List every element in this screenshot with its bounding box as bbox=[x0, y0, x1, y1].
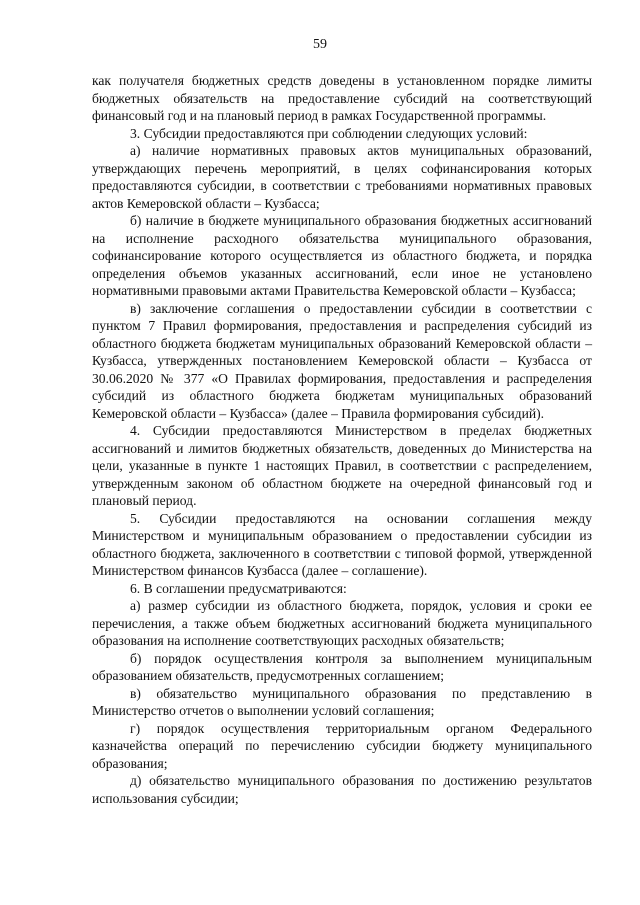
paragraph-clause-6b: б) порядок осуществления контроля за выполнением муниципальным образованием обязательств, предусмотренных соглашением; bbox=[92, 650, 592, 683]
paragraph-clause-3b: б) наличие в бюджете муниципального образования бюджетных ассигнований на исполнение расходного обязательства муниципального образования, софинансирование которого осуществляется из областного бюджета, и порядка определения объемов указанных ассигнований, если иное не установлено нормативными правовыми актами Правительства Кемеровской области – Кузбасса; bbox=[92, 213, 592, 298]
paragraph-clause-6d: д) обязательство муниципального образования по достижению результатов использования субсидии; bbox=[92, 773, 592, 806]
paragraph-continuation: как получателя бюджетных средств доведены в установленном порядке лимиты бюджетных обязательств на предоставление субсидий на соответствующий финансовый год и на плановый период в рамках Государственной программы. bbox=[92, 73, 592, 123]
paragraph-clause-6v: в) обязательство муниципального образования по представлению в Министерство отчетов о выполнении условий соглашения; bbox=[92, 685, 592, 718]
paragraph-clause-6: 6. В соглашении предусматриваются: bbox=[130, 580, 347, 596]
paragraph-clause-3v: в) заключение соглашения о предоставлении субсидии в соответствии с пунктом 7 Правил формирования, предоставления и распределения субсидий из областного бюджета бюджетам муниципальных образований Кемеровской области – Кузбасса, утвержденных постановлением Кемеровской области – Кузбасса от 30.06.2020 № 377 «О Правилах формирования, предоставления и распределения субсидий из областного бюджета бюджетам муниципальных образований Кемеровской области – Кузбасса» (далее – Правила формирования субсидий). bbox=[92, 300, 592, 421]
paragraph-clause-6a: а) размер субсидии из областного бюджета, порядок, условия и сроки ее перечисления, а также объем бюджетных ассигнований бюджета муниципального образования на исполнение соответствующих расходных обязательств; bbox=[92, 598, 592, 648]
document-body bbox=[92, 72, 592, 807]
paragraph-clause-3: 3. Субсидии предоставляются при соблюдении следующих условий: bbox=[130, 125, 528, 141]
paragraph-clause-4: 4. Субсидии предоставляются Министерством в пределах бюджетных ассигнований и лимитов бюджетных обязательств, доведенных до Министерства на цели, указанные в пункте 1 настоящих Правил, в соответствии с распределением, утвержденным законом об областном бюджете на очередной финансовый год и плановый период. bbox=[92, 423, 592, 508]
paragraph-clause-6g: г) порядок осуществления территориальным органом Федерального казначейства операций по перечислению субсидии бюджету муниципального образования; bbox=[92, 720, 592, 771]
paragraph-clause-5: 5. Субсидии предоставляются на основании соглашения между Министерством и муниципальным образованием о предоставлении субсидии из областного бюджета, заключенного в соответствии с типовой формой, утвержденной Министерством финансов Кузбасса (далее – соглашение). bbox=[92, 510, 592, 578]
page-number: 59 bbox=[313, 37, 327, 52]
paragraph-clause-3a: а) наличие нормативных правовых актов муниципальных образований, утверждающих перечень мероприятий, в целях софинансирования которых предоставляются субсидии, в соответствии с требованиями нормативных правовых актов Кемеровской области – Кузбасса; bbox=[92, 143, 592, 211]
